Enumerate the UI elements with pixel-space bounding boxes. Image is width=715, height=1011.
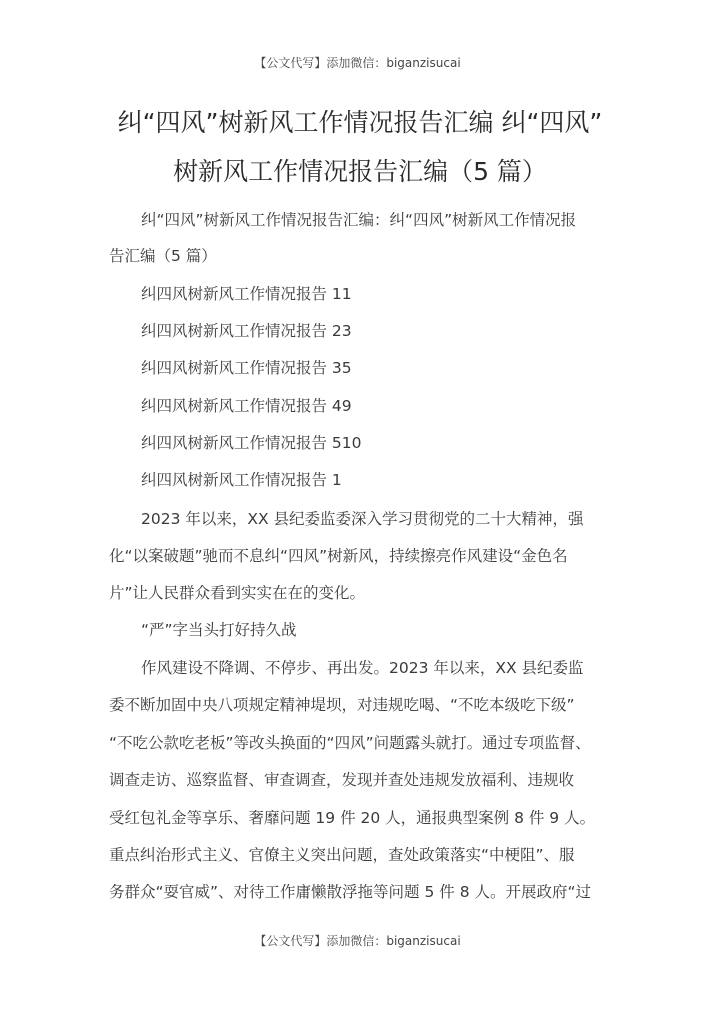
paragraph-line: 2023 年以来，XX 县纪委监委深入学习贯彻党的二十大精神，强 bbox=[141, 510, 584, 528]
intro-line-1: 纠“四风”树新风工作情况报告汇编：纠“四风”树新风工作情况报 bbox=[141, 211, 577, 229]
paragraph-line: 调查走访、巡察监督、审查调查，发现并查处违规发放福利、违规收 bbox=[109, 771, 575, 789]
paragraph-line: 片”让人民群众看到实实在在的变化。 bbox=[109, 584, 366, 602]
toc-item: 纠四风树新风工作情况报告 35 bbox=[141, 359, 352, 377]
page-footer-watermark: 【公文代写】添加微信：biganzisucai bbox=[254, 934, 461, 948]
toc-item: 纠四风树新风工作情况报告 510 bbox=[141, 434, 362, 452]
document-title-line-1: 纠“四风”树新风工作情况报告汇编 纠“四风” bbox=[117, 108, 603, 137]
toc-item: 纠四风树新风工作情况报告 11 bbox=[141, 285, 352, 303]
document-title-line-2: 树新风工作情况报告汇编（5 篇） bbox=[173, 157, 547, 186]
paragraph-line: 务群众“耍官威”、对待工作庸懒散浮拖等问题 5 件 8 人。开展政府“过 bbox=[109, 883, 592, 901]
paragraph-line: 委不断加固中央八项规定精神堤坝，对违规吃喝、“不吃本级吃下级” bbox=[109, 696, 575, 714]
toc-item: 纠四风树新风工作情况报告 23 bbox=[141, 322, 352, 340]
paragraph-line: “不吃公款吃老板”等改头换面的“四风”问题露头就打。通过专项监督、 bbox=[109, 734, 591, 752]
paragraph-line: 重点纠治形式主义、官僚主义突出问题，查处政策落实“中梗阻”、服 bbox=[109, 846, 575, 864]
paragraph-line: 化“以案破题”驰而不息纠“四风”树新风，持续擦亮作风建设“金色名 bbox=[109, 547, 568, 565]
intro-line-2: 告汇编（5 篇） bbox=[109, 247, 217, 265]
section-heading: “严”字当头打好持久战 bbox=[141, 621, 297, 639]
page-header-watermark: 【公文代写】添加微信：biganzisucai bbox=[254, 56, 461, 70]
paragraph-line: 作风建设不降调、不停步、再出发。2023 年以来，XX 县纪委监 bbox=[141, 659, 584, 677]
toc-item: 纠四风树新风工作情况报告 49 bbox=[141, 397, 352, 415]
paragraph-line: 受红包礼金等享乐、奢靡问题 19 件 20 人，通报典型案例 8 件 9 人。 bbox=[109, 809, 596, 827]
toc-item: 纠四风树新风工作情况报告 1 bbox=[141, 471, 342, 489]
